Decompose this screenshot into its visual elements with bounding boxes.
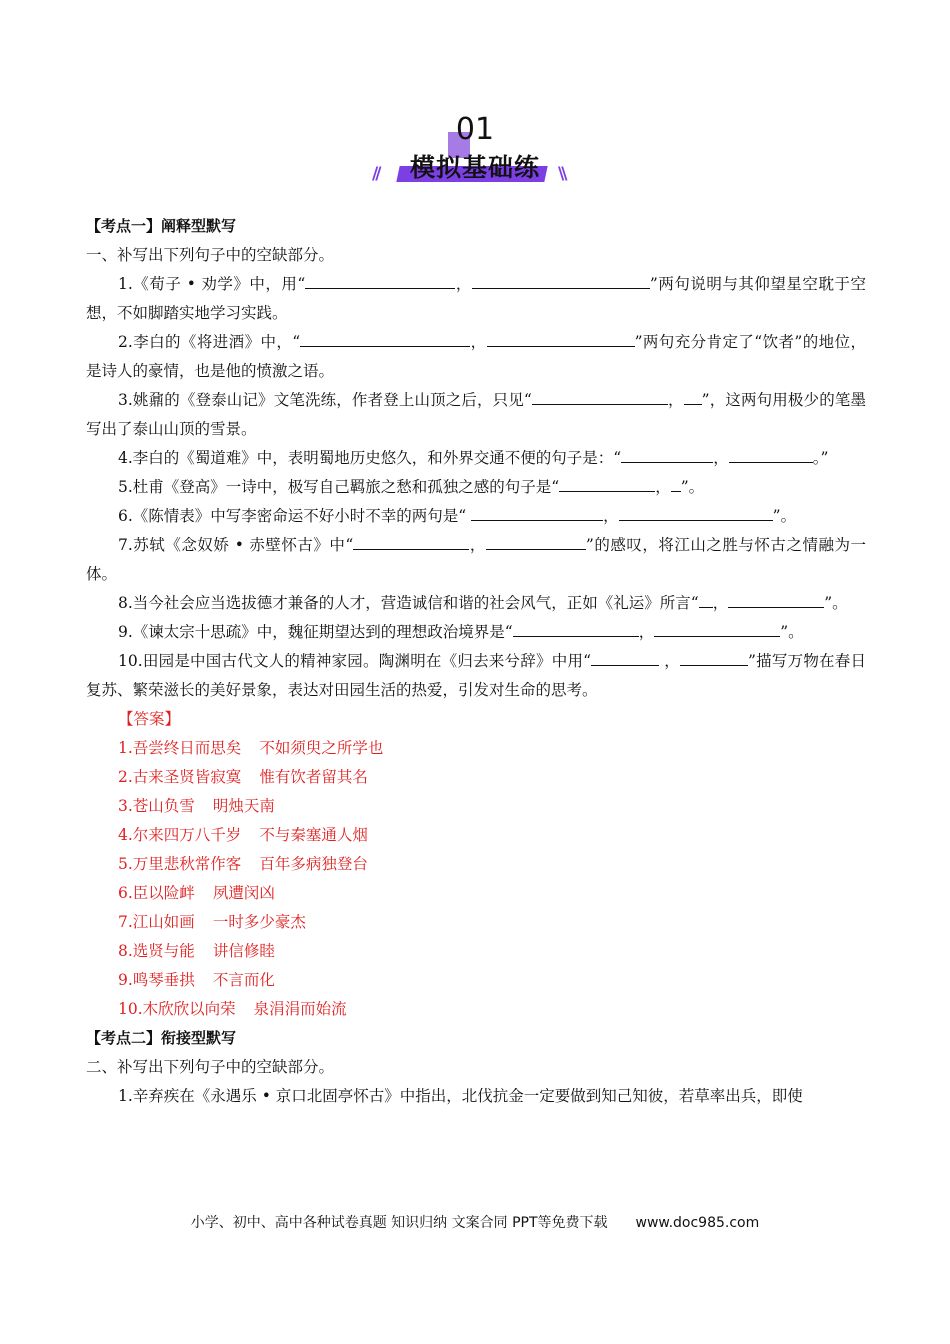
footer-text: 小学、初中、高中各种试卷真题 知识归纳 文案合同 PPT等免费下载 — [190, 1215, 608, 1231]
answer-item: 4.尔来四万八千岁 不与秦塞通人烟 — [118, 826, 368, 844]
answer-blank[interactable] — [729, 446, 813, 463]
section-number: 01 — [455, 112, 495, 147]
answer-item: 5.万里悲秋常作客 百年多病独登台 — [118, 855, 368, 873]
main-content — [86, 212, 866, 1111]
question-2: 2.李白的《将进酒》中，“ ， ”两句充分肯定了“饮者”的地位，是诗人的豪情，也是他的愤激之语。 — [86, 328, 866, 386]
answer-blank[interactable] — [487, 330, 635, 347]
left-slash-decoration: // — [372, 164, 379, 184]
answer-blank[interactable] — [680, 649, 748, 666]
section-2-question-1: 1.辛弃疾在《永遇乐 • 京口北固亭怀古》中指出，北伐抗金一定要做到知己知彼，若草率出兵，即使 — [118, 1087, 803, 1105]
right-slash-decoration: \\ — [558, 164, 565, 184]
answer-blank[interactable] — [472, 272, 650, 289]
page-footer — [0, 1212, 950, 1232]
answer-item: 8.选贤与能 讲信修睦 — [118, 942, 275, 960]
answer-item: 3.苍山负雪 明烛天南 — [118, 797, 275, 815]
answer-blank[interactable] — [513, 620, 639, 637]
answer-item: 2.古来圣贤皆寂寞 惟有饮者留其名 — [118, 768, 368, 786]
section-2-title: 【考点二】衔接型默写 — [86, 1029, 237, 1047]
question-1: 1.《荀子 • 劝学》中，用“ ， ”两句说明与其仰望星空耽于空想，不如脚踏实地学习实践。 — [86, 270, 866, 328]
answer-blank[interactable] — [471, 504, 603, 521]
answer-blank[interactable] — [671, 475, 681, 492]
answer-item: 7.江山如画 一时多少豪杰 — [118, 913, 306, 931]
answer-blank[interactable] — [728, 591, 824, 608]
question-10: 10.田园是中国古代文人的精神家园。陶渊明在《归去来兮辞》中用“ ， ”描写万物在春日复苏、繁荣滋长的美好景象，表达对田园生活的热爱，引发对生命的思考。 — [86, 647, 866, 705]
answer-blank[interactable] — [684, 388, 702, 405]
question-8: 8.当今社会应当选拔德才兼备的人才，营造诚信和谐的社会风气，正如《礼运》所言“ ， ”。 — [86, 589, 866, 618]
answer-blank[interactable] — [621, 446, 713, 463]
answer-blank[interactable] — [559, 475, 655, 492]
answer-blank[interactable] — [353, 533, 469, 550]
question-4: 4.李白的《蜀道难》中，表明蜀地历史悠久，和外界交通不便的句子是：“ ， 。” — [86, 444, 866, 473]
answer-item: 1.吾尝终日而思矣 不如须臾之所学也 — [118, 739, 384, 757]
question-6: 6.《陈情表》中写李密命运不好小时不幸的两句是“ ， ”。 — [86, 502, 866, 531]
answer-blank[interactable] — [619, 504, 773, 521]
section-2-intro: 二、补写出下列句子中的空缺部分。 — [86, 1058, 335, 1076]
answer-blank[interactable] — [654, 620, 780, 637]
answer-label: 【答案】 — [118, 710, 181, 728]
answer-section — [86, 705, 866, 1024]
answer-blank[interactable] — [305, 272, 455, 289]
question-7: 7.苏轼《念奴娇 • 赤壁怀古》中“ ， ”的感叹，将江山之胜与怀古之情融为一体。 — [86, 531, 866, 589]
answer-blank[interactable] — [486, 533, 586, 550]
question-9: 9.《谏太宗十思疏》中，魏征期望达到的理想政治境界是“ ， ”。 — [86, 618, 866, 647]
answer-blank[interactable] — [300, 330, 470, 347]
answer-item: 9.鸣琴垂拱 不言而化 — [118, 971, 275, 989]
page-title: 模拟基础练 — [409, 153, 540, 182]
answer-blank[interactable] — [699, 591, 713, 608]
question-3: 3.姚鼐的《登泰山记》文笔洗练，作者登上山顶之后，只见“ ， ”，这两句用极少的笔墨写出了泰山山顶的雪景。 — [86, 386, 866, 444]
section-1-title: 【考点一】阐释型默写 — [86, 217, 237, 235]
question-5: 5.杜甫《登高》一诗中，极写自己羁旅之愁和孤独之感的句子是“ ， ”。 — [86, 473, 866, 502]
answer-blank[interactable] — [532, 388, 668, 405]
answer-blank[interactable] — [591, 649, 659, 666]
section-header-badge — [370, 110, 580, 190]
answer-item: 10.木欣欣以向荣 泉涓涓而始流 — [118, 1000, 347, 1018]
section-1-intro: 一、补写出下列句子中的空缺部分。 — [86, 246, 335, 264]
footer-site-link[interactable]: www.doc985.com — [635, 1215, 760, 1231]
answer-item: 6.臣以险衅 夙遭闵凶 — [118, 884, 275, 902]
